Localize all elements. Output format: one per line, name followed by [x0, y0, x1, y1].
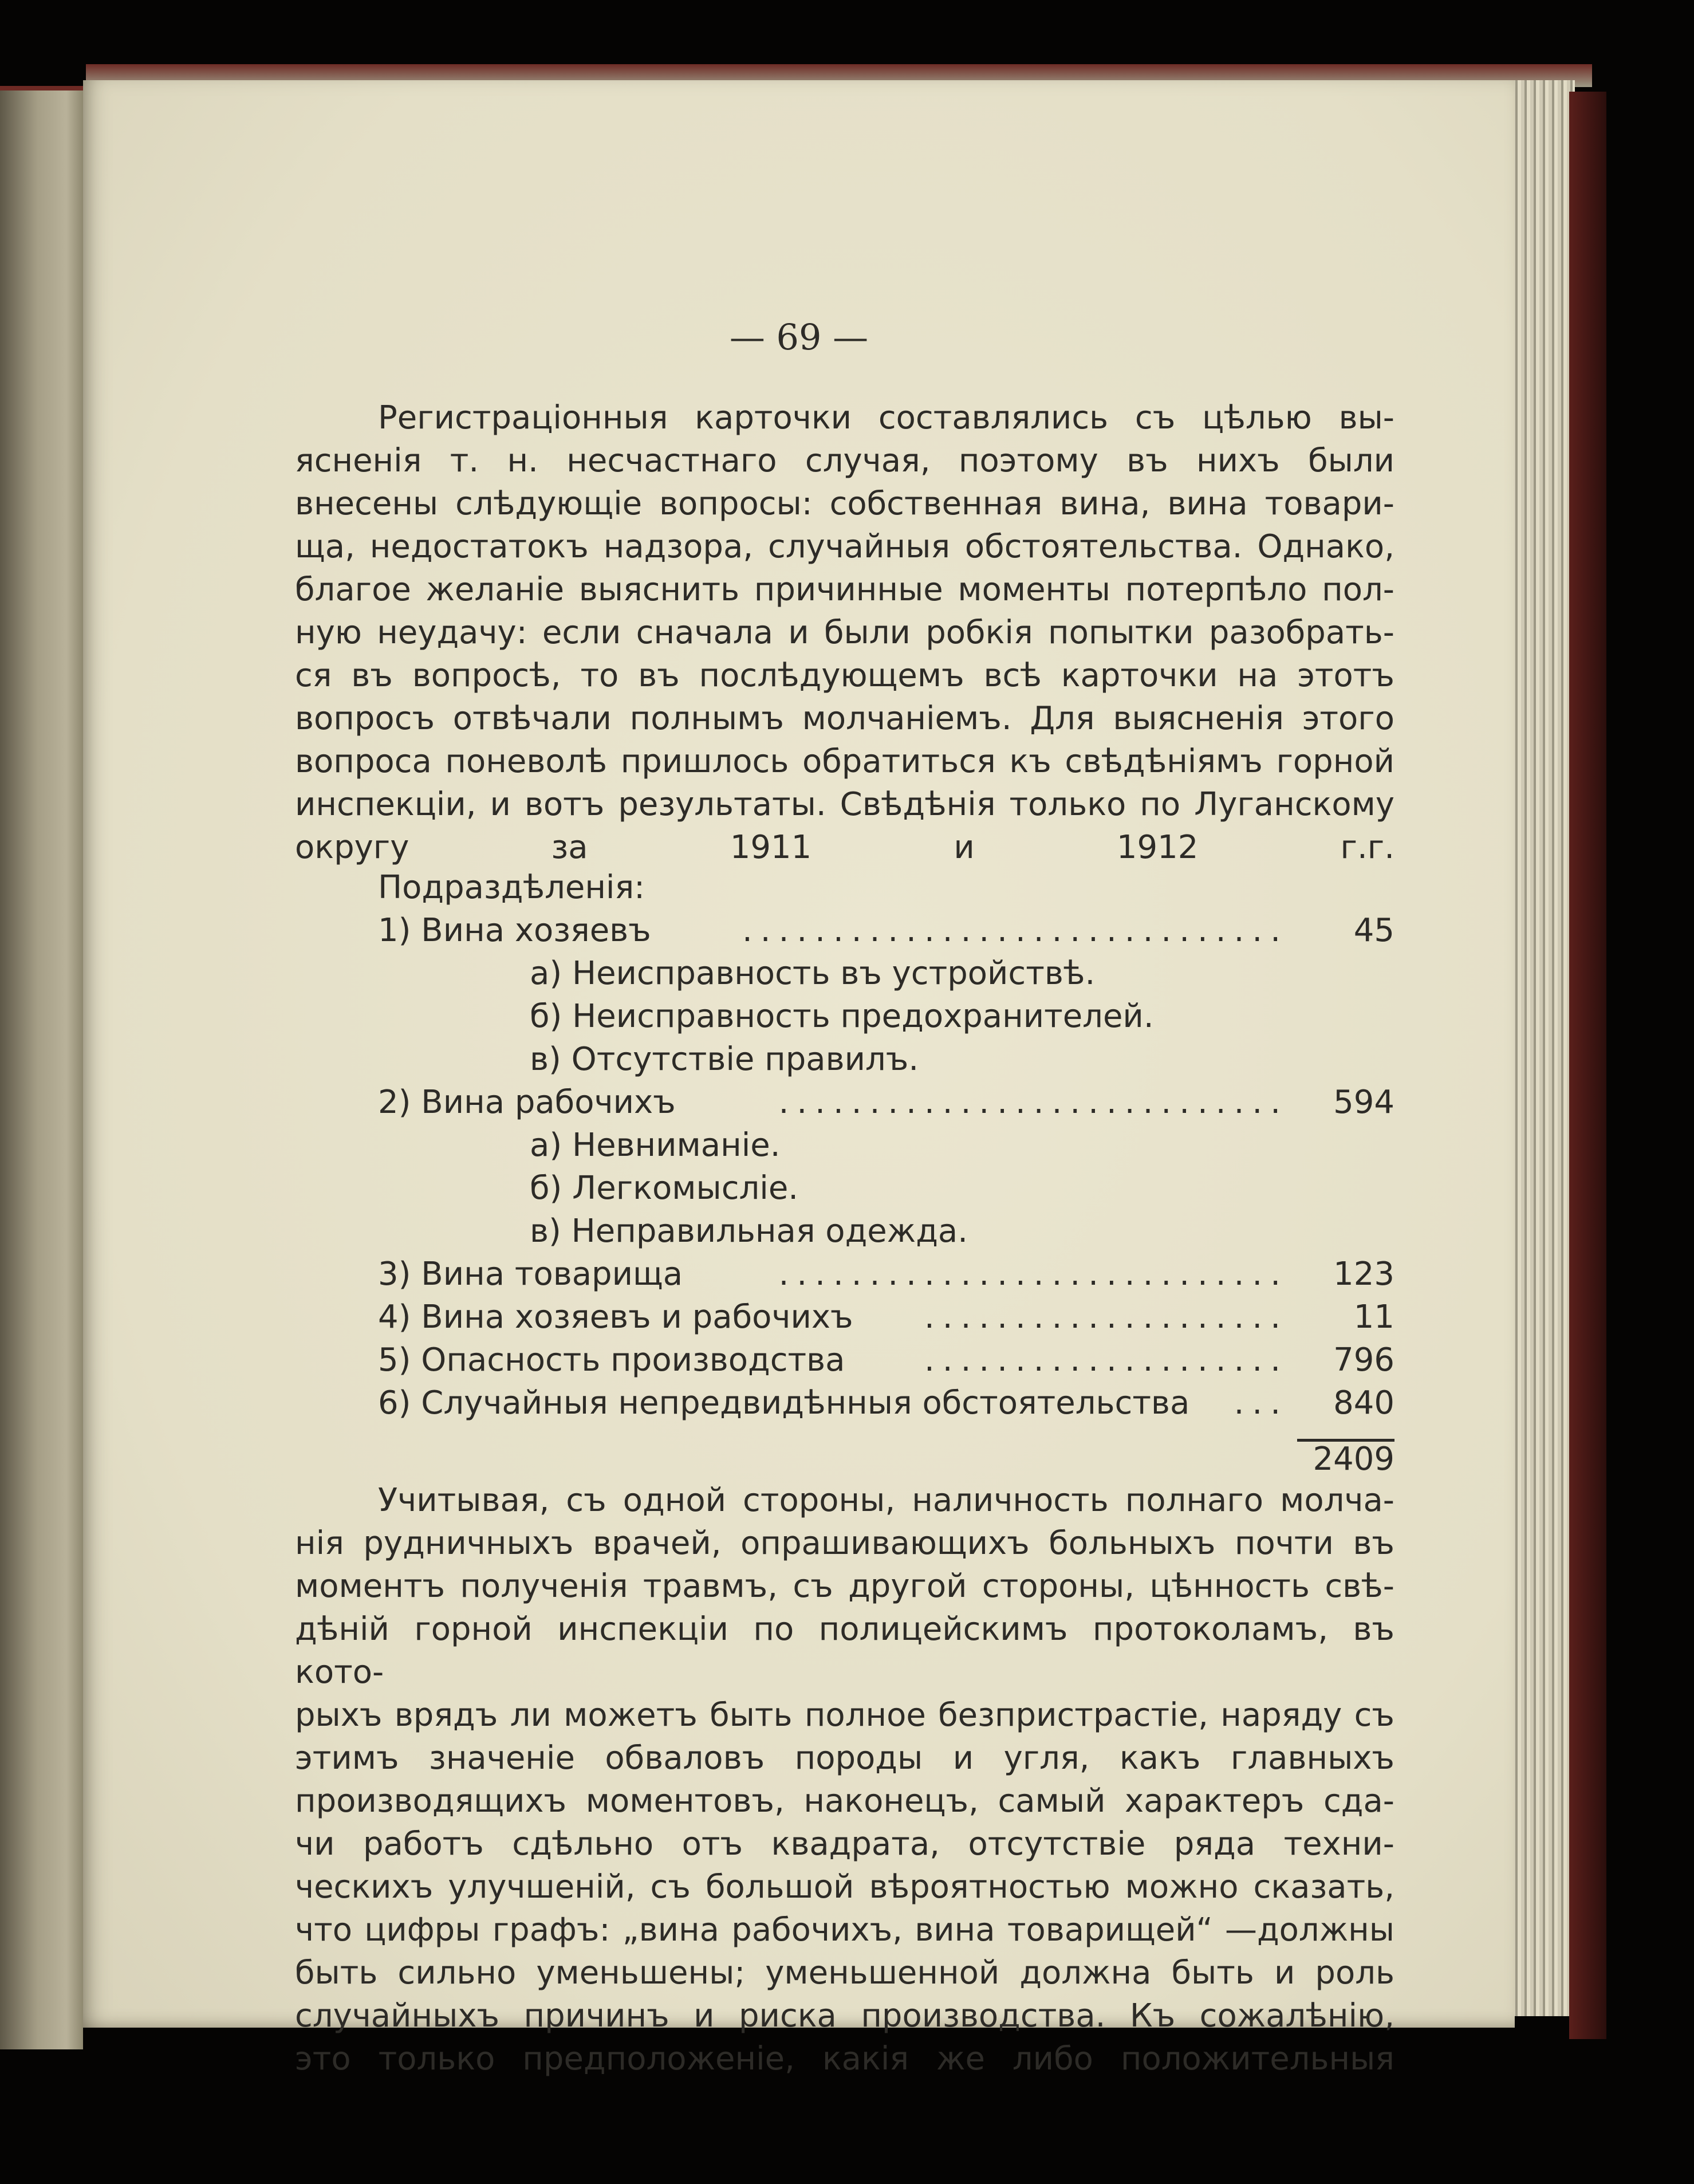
text-line: благое желаніе выяснить причинные моменты потерпѣло пол- — [295, 571, 1394, 608]
text-line: ную неудачу: если сначала и были робкія попытки разобрать- — [295, 614, 1394, 651]
text-line: дѣній горной инспекціи по полицейскимъ протоколамъ, въ кото- — [295, 1611, 1394, 1691]
item-value: 840 — [1333, 1384, 1394, 1422]
text-line: вопроса поневолѣ пришлось обратиться къ свѣдѣніямъ горной — [295, 743, 1394, 780]
text-line: округу за 1911 и 1912 г.г. — [295, 829, 1394, 866]
item-label: 3) Вина товарища — [378, 1256, 683, 1293]
text-line: что цифры графъ: „вина рабочихъ, вина товарищей“ —должны — [295, 1911, 1394, 1949]
dot-leader: .............................. — [742, 912, 1289, 949]
text-line: быть сильно уменьшены; уменьшенной должна быть и роль — [295, 1954, 1394, 1992]
dot-leader: ... — [1234, 1384, 1289, 1422]
total-value: 2409 — [1313, 1441, 1394, 1478]
text-line: ческихъ улучшеній, съ большой вѣроятностью можно сказать, — [295, 1868, 1394, 1906]
sub-item: в) Неправильная одежда. — [530, 1213, 968, 1250]
sub-item: в) Отсутствіе правилъ. — [530, 1041, 919, 1078]
dot-leader: .................... — [924, 1298, 1289, 1336]
dot-leader: ............................ — [778, 1084, 1289, 1121]
dot-leader: ............................ — [778, 1256, 1289, 1293]
item-value: 11 — [1353, 1298, 1394, 1336]
paragraph-conclusion — [295, 1479, 1394, 2080]
sub-item: а) Невниманіе. — [530, 1127, 781, 1164]
text-line: ся въ вопросѣ, то въ послѣдующемъ всѣ карточки на этотъ — [295, 657, 1394, 694]
item-value: 45 — [1353, 912, 1394, 949]
text-line: ща, недостатокъ надзора, случайныя обстоятельства. Однако, — [295, 528, 1394, 565]
left-page-edge — [0, 86, 83, 2049]
text-line: Учитывая, съ одной стороны, наличность полнаго молча- — [378, 1482, 1394, 1519]
sub-item: б) Легкомысліе. — [530, 1170, 799, 1207]
item-label: 4) Вина хозяевъ и рабочихъ — [378, 1298, 853, 1336]
book-cover-edge — [1569, 92, 1606, 2039]
text-line: производящихъ моментовъ, наконецъ, самый характеръ сда- — [295, 1782, 1394, 1820]
text-line: инспекціи, и вотъ результаты. Свѣдѣнія только по Луганскому — [295, 786, 1394, 823]
text-line: моментъ полученія травмъ, съ другой стороны, цѣнность свѣ- — [295, 1568, 1394, 1605]
list-item — [378, 1296, 1394, 1339]
list-item — [378, 1339, 1394, 1382]
text-line: чи работъ сдѣльно отъ квадрата, отсутствіе ряда техни- — [295, 1825, 1394, 1863]
item-value: 594 — [1333, 1084, 1394, 1121]
item-value: 796 — [1333, 1341, 1394, 1379]
paragraph-intro — [295, 396, 1394, 869]
page-number: — 69 — — [729, 316, 869, 358]
item-label: 6) Случайныя непредвидѣнныя обстоятельства — [378, 1384, 1190, 1422]
item-label: 5) Опасность производства — [378, 1341, 845, 1379]
list-item — [378, 1253, 1394, 1296]
book-page — [83, 80, 1515, 2077]
list-item — [378, 1081, 1394, 1124]
text-line: случайныхъ причинъ и риска производства. Къ сожалѣнію, — [295, 1997, 1394, 2035]
text-line: вопросъ отвѣчали полнымъ молчаніемъ. Для выясненія этого — [295, 700, 1394, 737]
text-line: это только предположеніе, какія же либо положительныя — [295, 2040, 1394, 2077]
list-item — [378, 909, 1394, 952]
text-line: рыхъ врядъ ли можетъ быть полное безпристрастіе, наряду съ — [295, 1697, 1394, 1734]
subheading: Подраздѣленія: — [378, 869, 645, 906]
sub-item: б) Неисправность предохранителей. — [530, 998, 1154, 1035]
list-item — [378, 1382, 1394, 1424]
dot-leader: .................... — [924, 1341, 1289, 1379]
text-line: нія рудничныхъ врачей, опрашивающихъ больныхъ почти въ — [295, 1525, 1394, 1562]
item-value: 123 — [1333, 1256, 1394, 1293]
item-label: 1) Вина хозяевъ — [378, 912, 651, 949]
sub-item: а) Неисправность въ устройствѣ. — [530, 955, 1096, 992]
text-line: этимъ значеніе обваловъ породы и угля, какъ главныхъ — [295, 1740, 1394, 1777]
text-line: ясненія т. н. несчастнаго случая, поэтому въ нихъ были — [295, 442, 1394, 479]
page-stack-edge — [1512, 80, 1575, 2016]
text-line: Регистраціонныя карточки составлялись съ цѣлью вы- — [378, 399, 1394, 436]
text-line: внесены слѣдующіе вопросы: собственная вина, вина товари- — [295, 485, 1394, 522]
item-label: 2) Вина рабочихъ — [378, 1084, 676, 1121]
